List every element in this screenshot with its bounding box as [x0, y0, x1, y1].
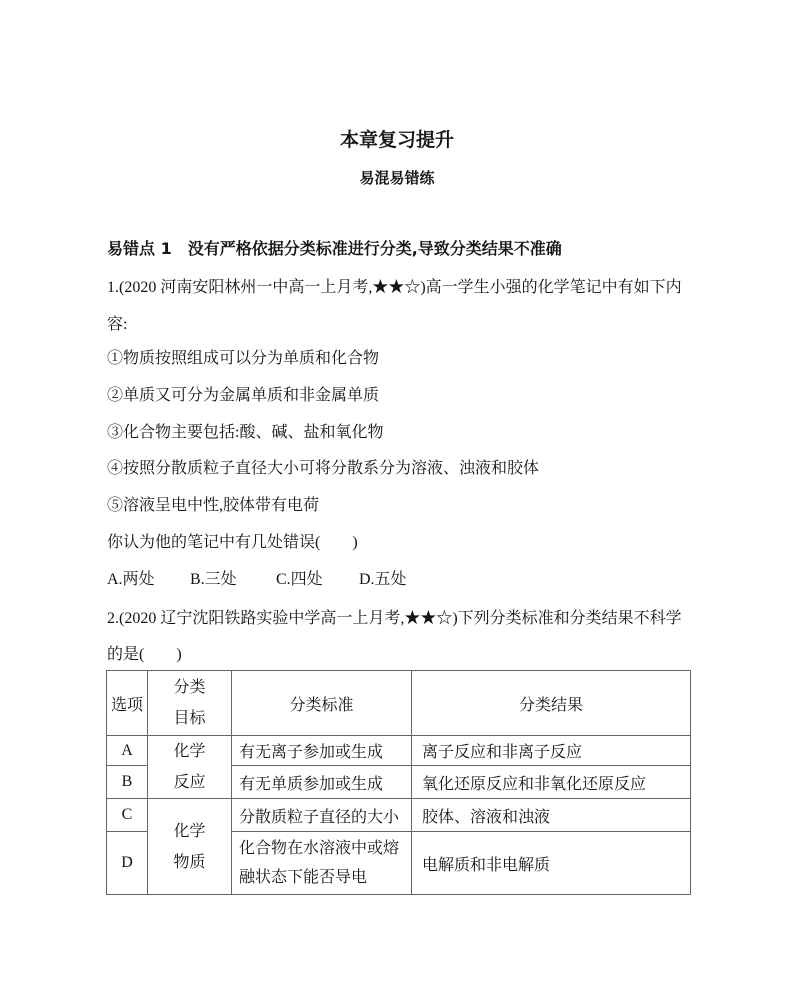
standard-text: 化合物在水溶液中或熔融状态下能否导电: [239, 840, 400, 886]
note-item-2: ②单质又可分为金属单质和非金属单质: [107, 387, 380, 404]
answer-options: [107, 570, 437, 590]
result-cell: 氧化还原反应和非氧化还原反应: [412, 766, 691, 799]
question-2-stem-line-1: 2.(2020 辽宁沈阳铁路实验中学高一上月考,★★☆)下列分类标准和分类结果不科学: [107, 610, 682, 627]
option-c: C.四处: [276, 571, 323, 588]
target-label: 化学物质: [173, 822, 206, 871]
table-row-c: [107, 799, 691, 832]
option-cell: D: [107, 832, 148, 895]
standard-cell: 有无离子参加或生成: [232, 736, 412, 766]
option-cell: A: [107, 736, 148, 766]
note-item-3: ③化合物主要包括:酸、碱、盐和氧化物: [107, 424, 384, 441]
header-target-label: 分类目标: [173, 679, 206, 727]
header-option-cell: 选项: [107, 671, 148, 736]
standard-cell: 分散质粒子直径的大小: [232, 799, 412, 832]
note-item-1: ①物质按照组成可以分为单质和化合物: [107, 350, 380, 367]
header-standard-cell: 分类标准: [232, 671, 412, 736]
result-cell: 电解质和非电解质: [412, 832, 691, 895]
standard-cell: 有无单质参加或生成: [232, 766, 412, 799]
classification-table: [106, 670, 691, 895]
page-title: 本章复习提升: [339, 129, 454, 151]
result-cell: 离子反应和非离子反应: [412, 736, 691, 766]
question-1-stem-line-2: 容:: [107, 316, 128, 333]
option-a: A.两处: [107, 571, 155, 588]
option-cell: C: [107, 799, 148, 832]
note-item-5: ⑤溶液呈电中性,胶体带有电荷: [107, 497, 320, 514]
option-d: D.五处: [359, 571, 407, 588]
question-1-stem-line-1: 1.(2020 河南安阳林州一中高一上月考,★★☆)高一学生小强的化学笔记中有如下内: [107, 279, 682, 296]
table-header-row: [107, 671, 691, 736]
option-b: B.三处: [190, 571, 237, 588]
page-subtitle: 易混易错练: [359, 169, 435, 187]
question-1-prompt: 你认为他的笔记中有几处错误( ): [107, 534, 358, 551]
target-cell-substance: [148, 799, 232, 895]
section-heading: 易错点 1 没有严格依据分类标准进行分类,导致分类结果不准确: [107, 239, 562, 258]
note-item-4: ④按照分散质粒子直径大小可将分散系分为溶液、浊液和胶体: [107, 460, 540, 477]
header-target-cell: [148, 671, 232, 736]
standard-cell: [232, 832, 412, 895]
header-result-cell: 分类结果: [412, 671, 691, 736]
target-label: 化学反应: [173, 743, 206, 791]
result-cell: 胶体、溶液和浊液: [412, 799, 691, 832]
target-cell-reaction: [148, 736, 232, 799]
question-2-stem-line-2: 的是( ): [107, 646, 182, 663]
option-cell: B: [107, 766, 148, 799]
table-row-a: [107, 736, 691, 766]
